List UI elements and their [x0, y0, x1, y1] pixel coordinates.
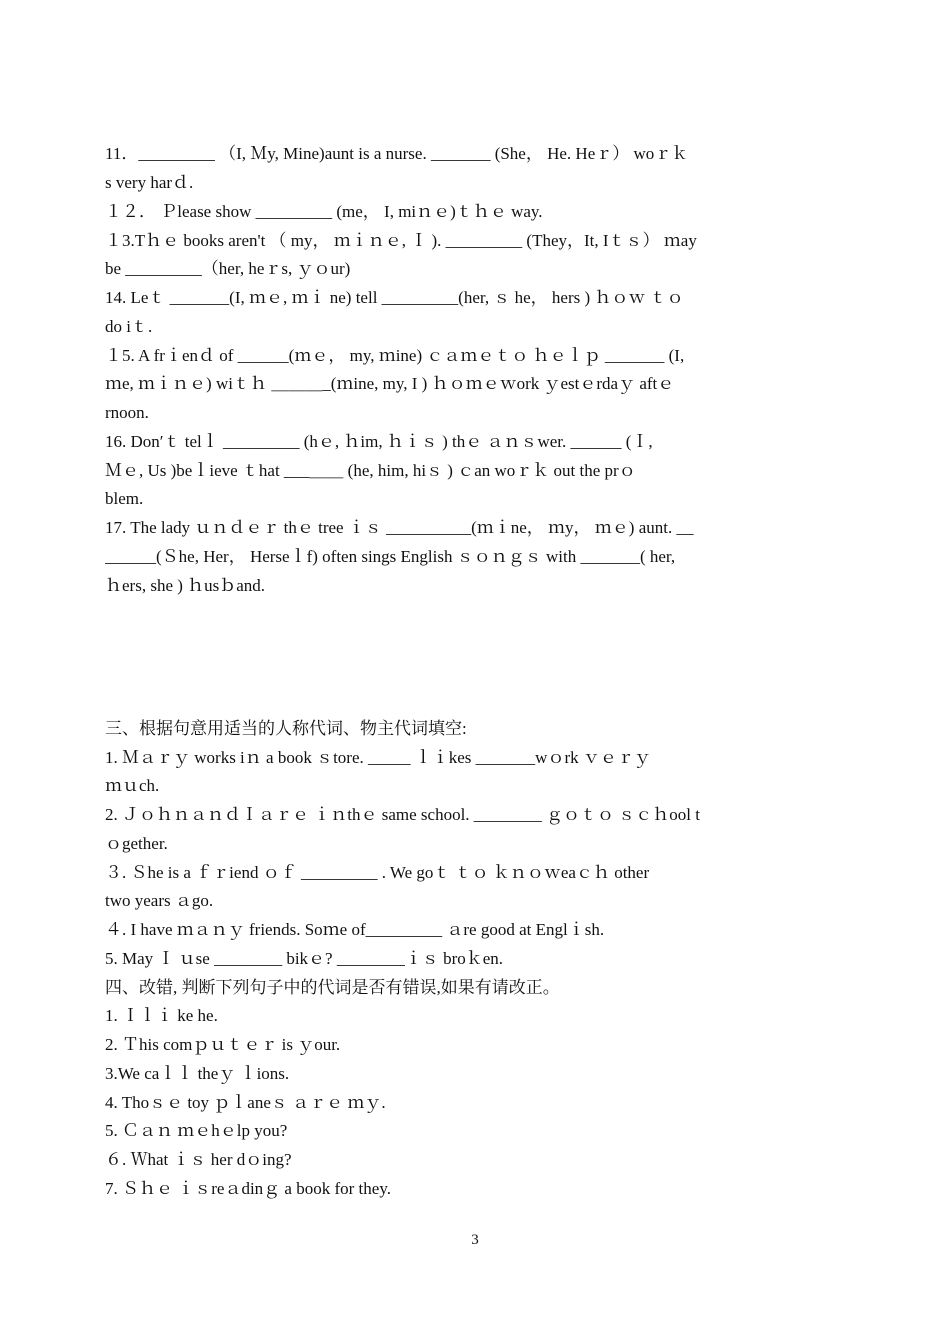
- exercise-line: two years ａgo.: [105, 891, 214, 910]
- exercise-line: 16. Don′ｔ telｌ _________ (hｅ, ｈim, ｈｉｓ ) thｅ ａｎｓwer. ______ (Ｉ,: [105, 432, 653, 451]
- section-heading-3: 三、根据句意用适当的人称代词、物主代词填空:: [105, 719, 467, 738]
- section-heading-4: 四、改错, 判断下列句子中的代词是否有错误,如果有请改正。: [105, 978, 560, 997]
- exercise-line: 2. ＪｏｈｎａｎｄＩａｒｅ ｉｎthｅ same school. ________ ｇｏｔｏ ｓｃｈool t: [105, 805, 700, 824]
- exercise-line: 2. Ｔhis comｐｕｔｅｒ is ｙour.: [105, 1035, 341, 1054]
- exercise-line: 5. May Ｉ ｕse ________ bikｅ? ________ｉｓ broｋen.: [105, 949, 504, 968]
- exercise-line: １5. A frｉenｄ of ______(ｍｅ， my, ｍine) ｃａｍｅｔｏ ｈｅｌｐ _______ (I,: [105, 346, 685, 365]
- exercise-line: 4. Thoｓｅ toy ｐｌaneｓ ａｒｅ ｍｙ.: [105, 1093, 386, 1112]
- exercise-line: ｈers, she ) ｈusｂand.: [105, 576, 266, 595]
- exercise-line: rnoon.: [105, 403, 149, 422]
- exercise-line: 1. Ｉｌｉ ke he.: [105, 1006, 218, 1025]
- exercise-line: 11．_________ （I, Ｍy, Mine)aunt is a nurse. _______ (She， He. Heｒ） woｒｋ: [105, 144, 689, 163]
- exercise-line: １3.Tｈｅ books aren't （ my， ｍｉｎｅ, Ｉ ). _________ (They，It, Iｔｓ） ｍay: [105, 231, 697, 250]
- exercise-line: 7. Ｓｈｅ ｉｓreａdinｇ a book for they.: [105, 1179, 391, 1198]
- exercise-line: 14. Leｔ _______(I, ｍｅ, ｍｉ ne) tell _________(her, ｓ he， hers ) ｈｏｗ ｔｏ: [105, 288, 684, 307]
- exercise-line: be _________（her, heｒs, ｙｏur): [105, 259, 351, 278]
- exercise-line: 1. Ｍａｒｙ works iｎ a book ｓtore. _____ ｌｉkes _______wｏrk ｖｅｒｙ: [105, 748, 651, 767]
- exercise-line: do iｔ.: [105, 317, 153, 336]
- exercise-line: ｍｕch.: [105, 776, 160, 795]
- exercise-line: ______(Ｓhe, Her， Herseｌf) often sings English ｓｏｎｇｓ with _______( her,: [105, 547, 676, 566]
- exercise-line: 5. Ｃａｎ ｍｅhｅlp you?: [105, 1121, 288, 1140]
- exercise-line: ｍe, ｍｉｎｅ) wiｔｈ ＿＿＿_(ｍine, my, I ) ｈｏｍｅｗork ｙestｅrdaｙ aftｅ: [105, 374, 675, 393]
- exercise-line: Ｍｅ, Us )beｌieve ｔhat ___＿＿ (he, him, hiｓ ) ｃan woｒｋ out the prｏ: [105, 461, 636, 480]
- exercise-line: ４. I have ｍａｎｙ friends. Soｍe of_________ ａre good at Englｉsh.: [105, 920, 605, 939]
- exercise-line: １２． Ｐlease show _________ (me， I, miｎｅ)ｔｈｅ way.: [105, 202, 543, 221]
- exercise-line: s very harｄ.: [105, 173, 194, 192]
- exercise-line: 17. The lady ｕｎｄｅｒ thｅ tree ｉｓ __________(ｍｉne， ｍy， ｍｅ) aunt. __: [105, 518, 694, 537]
- exercise-line: ６. Ｗhat ｉｓ her dｏing?: [105, 1150, 292, 1169]
- exercise-line: blem.: [105, 489, 144, 508]
- page-number: 3: [471, 1232, 479, 1248]
- exercise-line: 3.We caｌｌ theｙ ｌions.: [105, 1064, 290, 1083]
- exercise-line: ｏgether.: [105, 834, 168, 853]
- exercise-line: ３. Ｓhe is a ｆｒiend ｏｆ _________ . We goｔ ｔｏ ｋｎｏｗeaｃｈ other: [105, 863, 650, 882]
